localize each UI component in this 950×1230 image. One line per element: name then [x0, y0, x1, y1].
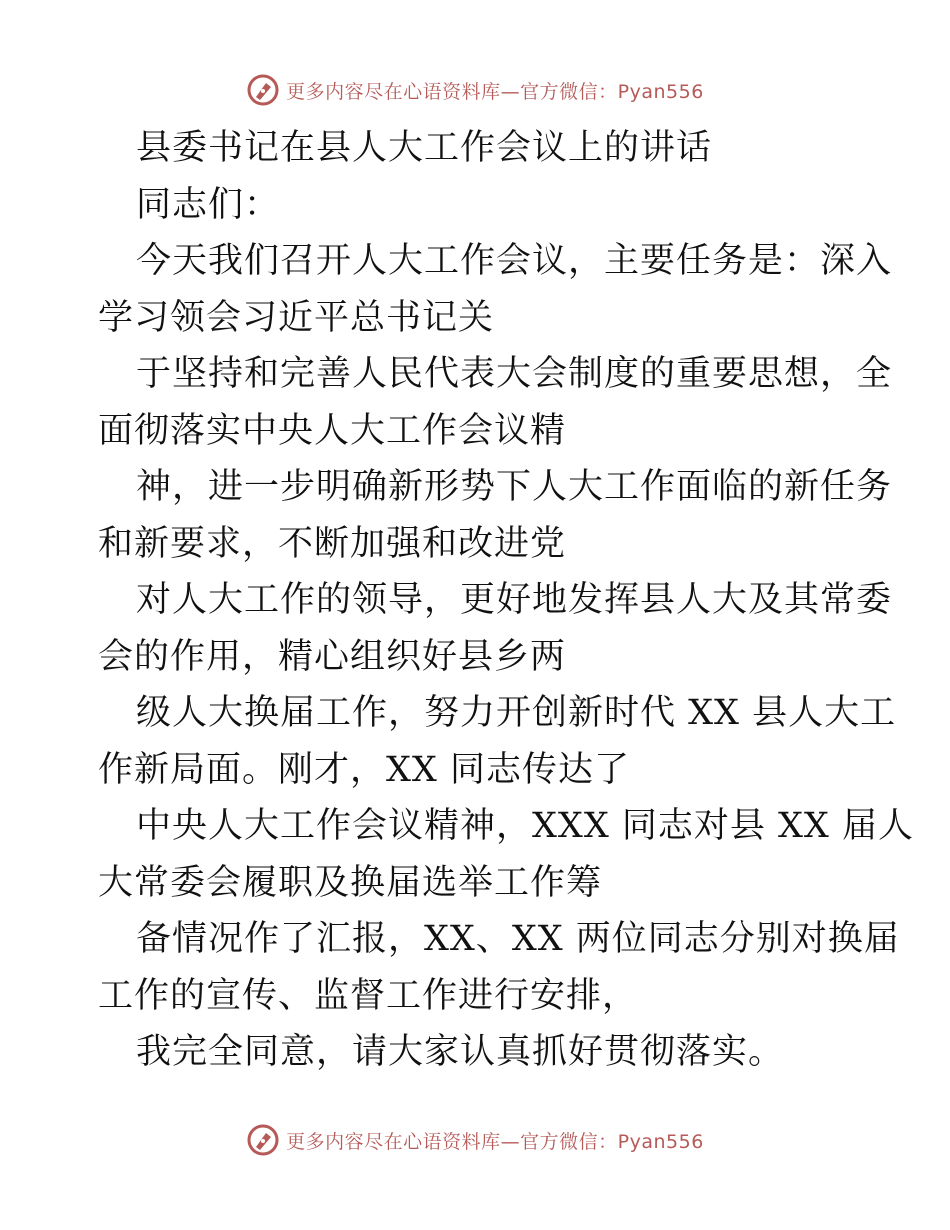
- pen-nib-circle-icon: [246, 1123, 280, 1157]
- text-line: 和新要求，不断加强和改进党: [98, 523, 567, 564]
- watermark-text: 更多内容尽在心语资料库—官方微信：Pyan556: [286, 80, 704, 103]
- watermark-text: 更多内容尽在心语资料库—官方微信：Pyan556: [286, 1130, 704, 1153]
- text-line: 会的作用，精心组织好县乡两: [98, 636, 567, 677]
- document-title: 县委书记在县人大工作会议上的讲话: [136, 128, 713, 168]
- pen-nib-circle-icon: [246, 73, 280, 107]
- text-line: 神，进一步明确新形势下人大工作面临的新任务: [136, 467, 893, 507]
- text-line: 学习领会习近平总书记关: [98, 297, 495, 338]
- text-line: 中央人大工作会议精神，XXX 同志对县 XX 届人: [136, 806, 914, 846]
- text-line: 我完全同意，请大家认真抓好贯彻落实。: [136, 1032, 785, 1072]
- document-body: [98, 120, 914, 1081]
- text-line: 今天我们召开人大工作会议，主要任务是：深入: [136, 241, 893, 281]
- text-line: 级人大换届工作，努力开创新时代 XX 县人大工: [136, 693, 897, 733]
- watermark-header: [0, 70, 950, 110]
- watermark-footer: [0, 1120, 950, 1160]
- text-line: 对人大工作的领导，更好地发挥县人大及其常委: [136, 580, 893, 620]
- text-line: 大常委会履职及换届选举工作筹: [98, 862, 603, 903]
- text-line: 于坚持和完善人民代表大会制度的重要思想，全: [136, 354, 893, 394]
- text-line: 同志们：: [136, 184, 281, 225]
- text-line: 备情况作了汇报，XX、XX 两位同志分别对换届: [136, 919, 900, 959]
- text-line: 面彻落实中央人大工作会议精: [98, 410, 567, 451]
- text-line: 工作的宣传、监督工作进行安排，: [98, 975, 639, 1016]
- text-line: 作新局面。刚才，XX 同志传达了: [98, 749, 630, 790]
